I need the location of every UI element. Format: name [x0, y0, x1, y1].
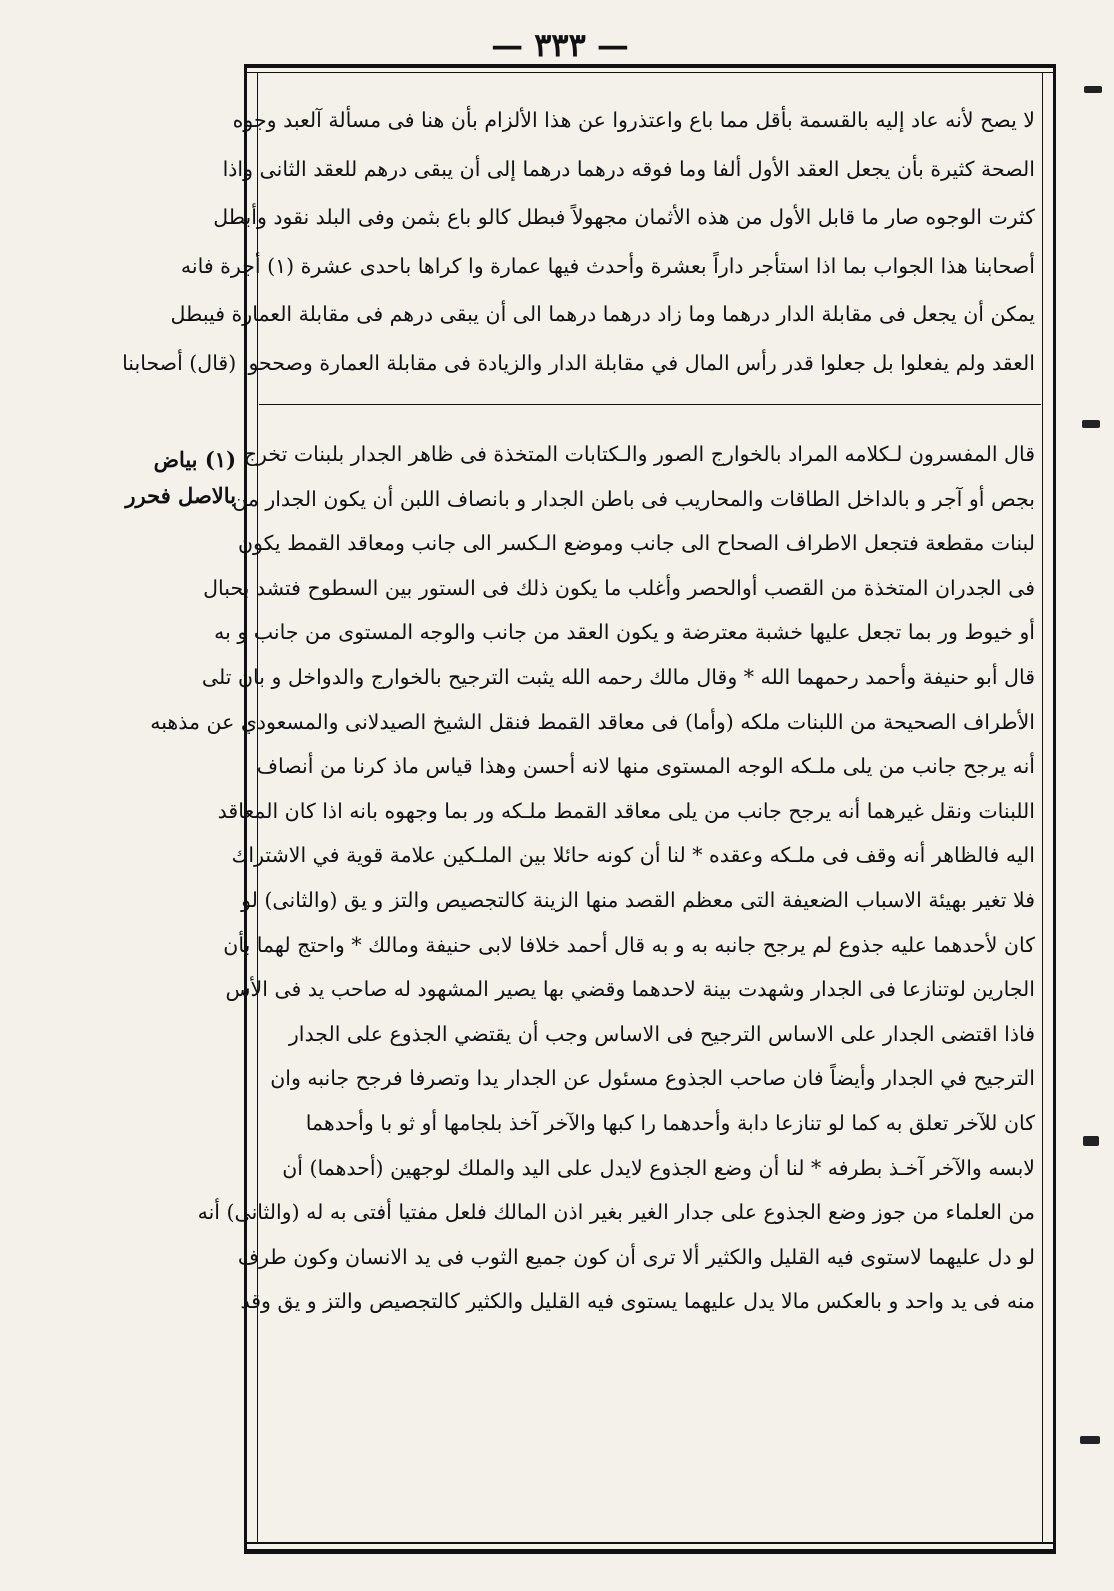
text-line: لبنات مقطعة فتجعل الاطراف الصحاح الى جانب وموضع الـكسر الى جانب ومعاقد القمط يكون: [237, 531, 1035, 556]
text-line: من العلماء من جوز وضع الجذوع على جدار الغير بغير اذن المالك فلعل مفتيا أفتى به له (والثانى) أنه: [197, 1200, 1035, 1225]
frame-bottom-rule: [247, 1542, 1053, 1554]
text-line: يمكن أن يجعل فى مقابلة الدار درهما وما زاد درهما درهما الى أن يبقى درهم فى مقابلة العمارة فيبطل: [170, 302, 1035, 326]
binding-mark: [1080, 1436, 1100, 1444]
binding-mark: [1082, 420, 1100, 428]
binding-mark: [1084, 86, 1102, 93]
text-line: العقد ولم يفعلوا بل جعلوا قدر رأس المال في مقابلة الدار والزيادة فى مقابلة العمارة وصححوا (قال) أصحابنا: [122, 350, 1035, 375]
text-line: اللبنات ونقل غيرهما أنه يرجح جانب من يلى معاقد القمط ملـكه ور بما وجهوه بانه اذا كان المعاقد: [217, 798, 1035, 823]
text-line: لابسه والآخر آخـذ بطرفه * لنا أن وضع الجذوع لايدل على اليد والملك لوجهين (أحدهما) أن: [282, 1155, 1035, 1180]
text-line: قال المفسرون لـكلامه المراد بالخوارج الصور والـكتابات المتخذة فى ظاهر الجدار بلبنات تخرج: [243, 442, 1035, 466]
marginal-note-line: بالاصل فحرر: [125, 483, 236, 508]
text-line: منه فى يد واحد و بالعكس مالا يدل عليهما يستوى فيه القليل والكثير كالتجصيص والتز و يق وقد: [240, 1289, 1035, 1314]
text-line: الأطراف الصحيحة من اللبنات ملكه (وأما) فى معاقد القمط فنقل الشيخ الصيدلانى والمسعودي عن مذهبه: [150, 709, 1035, 734]
text-line: كان للآخر تعلق به كما لو تنازعا دابة وأحدهما را كبها والآخر آخذ بلجامها أو ثو با وأحدهما: [305, 1110, 1035, 1135]
marginal-note: [88, 442, 236, 514]
text-line: الترجيح في الجدار وأيضاً فان صاحب الجذوع مسئول عن الجدار يدا وتصرفا فرجح جانبه وان: [270, 1066, 1035, 1091]
section-divider: [259, 404, 1041, 405]
text-line: أو خيوط ور بما تجعل عليها خشبة معترضة و يكون العقد من جانب والوجه المستوى من جانب و به: [214, 620, 1035, 645]
text-line: بجص أو آجر و بالداخل الطاقات والمحاريب فى باطن الجدار و بانصاف اللبن أن يكون الجدار من: [232, 486, 1035, 511]
marginal-note-line: (١) بياض: [153, 447, 236, 472]
text-line: الصحة كثيرة بأن يجعل العقد الأول ألفا وما فوقه درهما درهما إلى أن يبقى درهم للعقد الثانى واذا: [222, 156, 1035, 181]
text-line: أصحابنا هذا الجواب بما اذا استأجر داراً بعشرة وأحدث فيها عمارة وا كراها باحدى عشرة (١) أجرة فانه: [180, 253, 1035, 278]
top-text-block: [122, 96, 1035, 387]
text-line: كان لأحدهما عليه جذوع لم يرجح جانبه به و به قال أحمد خلافا لابى حنيفة ومالك * واحتج لهما بأن: [223, 932, 1035, 957]
text-line: قال أبو حنيفة وأحمد رحمهما الله * وقال مالك رحمه الله يثبت الترجيح بالخوارج والدواخل و بان تلى: [201, 664, 1035, 689]
text-line: الجارين لوتنازعا فى الجدار وشهدت بينة لاحدهما وقضي بها يصير المشهود له صاحب يد فى الأس: [225, 977, 1035, 1002]
text-line: فى الجدران المتخذة من القصب أوالحصر وأغلب ما يكون ذلك فى الستور بين السطوح فتشد بحبال: [203, 575, 1035, 600]
frame-inner-right-rule: [1042, 73, 1043, 1542]
text-line: لا يصح لأنه عاد إليه بالقسمة بأقل مما باع واعتذروا عن هذا الألزام بأن هنا فى مسألة آلعبد وجوه: [232, 108, 1035, 132]
text-line: فلا تغير بهيئة الاسباب الضعيفة التى معظم القصد منها الزينة كالتجصيص والتز و يق (والثانى) لو: [241, 887, 1035, 912]
text-line: فاذا اقتضى الجدار على الاساس الترجيح فى الاساس وجب أن يقتضي الجذوع على الجدار: [288, 1021, 1035, 1046]
text-line: أنه يرجح جانب من يلى ملـكه الوجه المستوى منها لانه أحسن وهذا قياس ماذ كرنا من أنصاف: [256, 754, 1035, 779]
text-line: اليه فالظاهر أنه وقف فى ملـكه وعقده * لنا أن كونه حائلا بين الملـكين علامة قوية في الاشتراك: [231, 843, 1035, 868]
frame-top-rule: [247, 64, 1053, 73]
binding-mark: [1083, 1136, 1099, 1146]
text-line: لو دل عليهما لاستوى فيه القليل والكثير ألا ترى أن كون جميع الثوب فى يد الانسان وكون طرف: [237, 1244, 1035, 1269]
page-number: — ٣٣٣ —: [491, 26, 629, 64]
text-line: كثرت الوجوه صار ما قابل الأول من هذه الأثمان مجهولاً فبطل كالو باع بثمن وفى البلد نقود وأبطل: [213, 205, 1035, 229]
